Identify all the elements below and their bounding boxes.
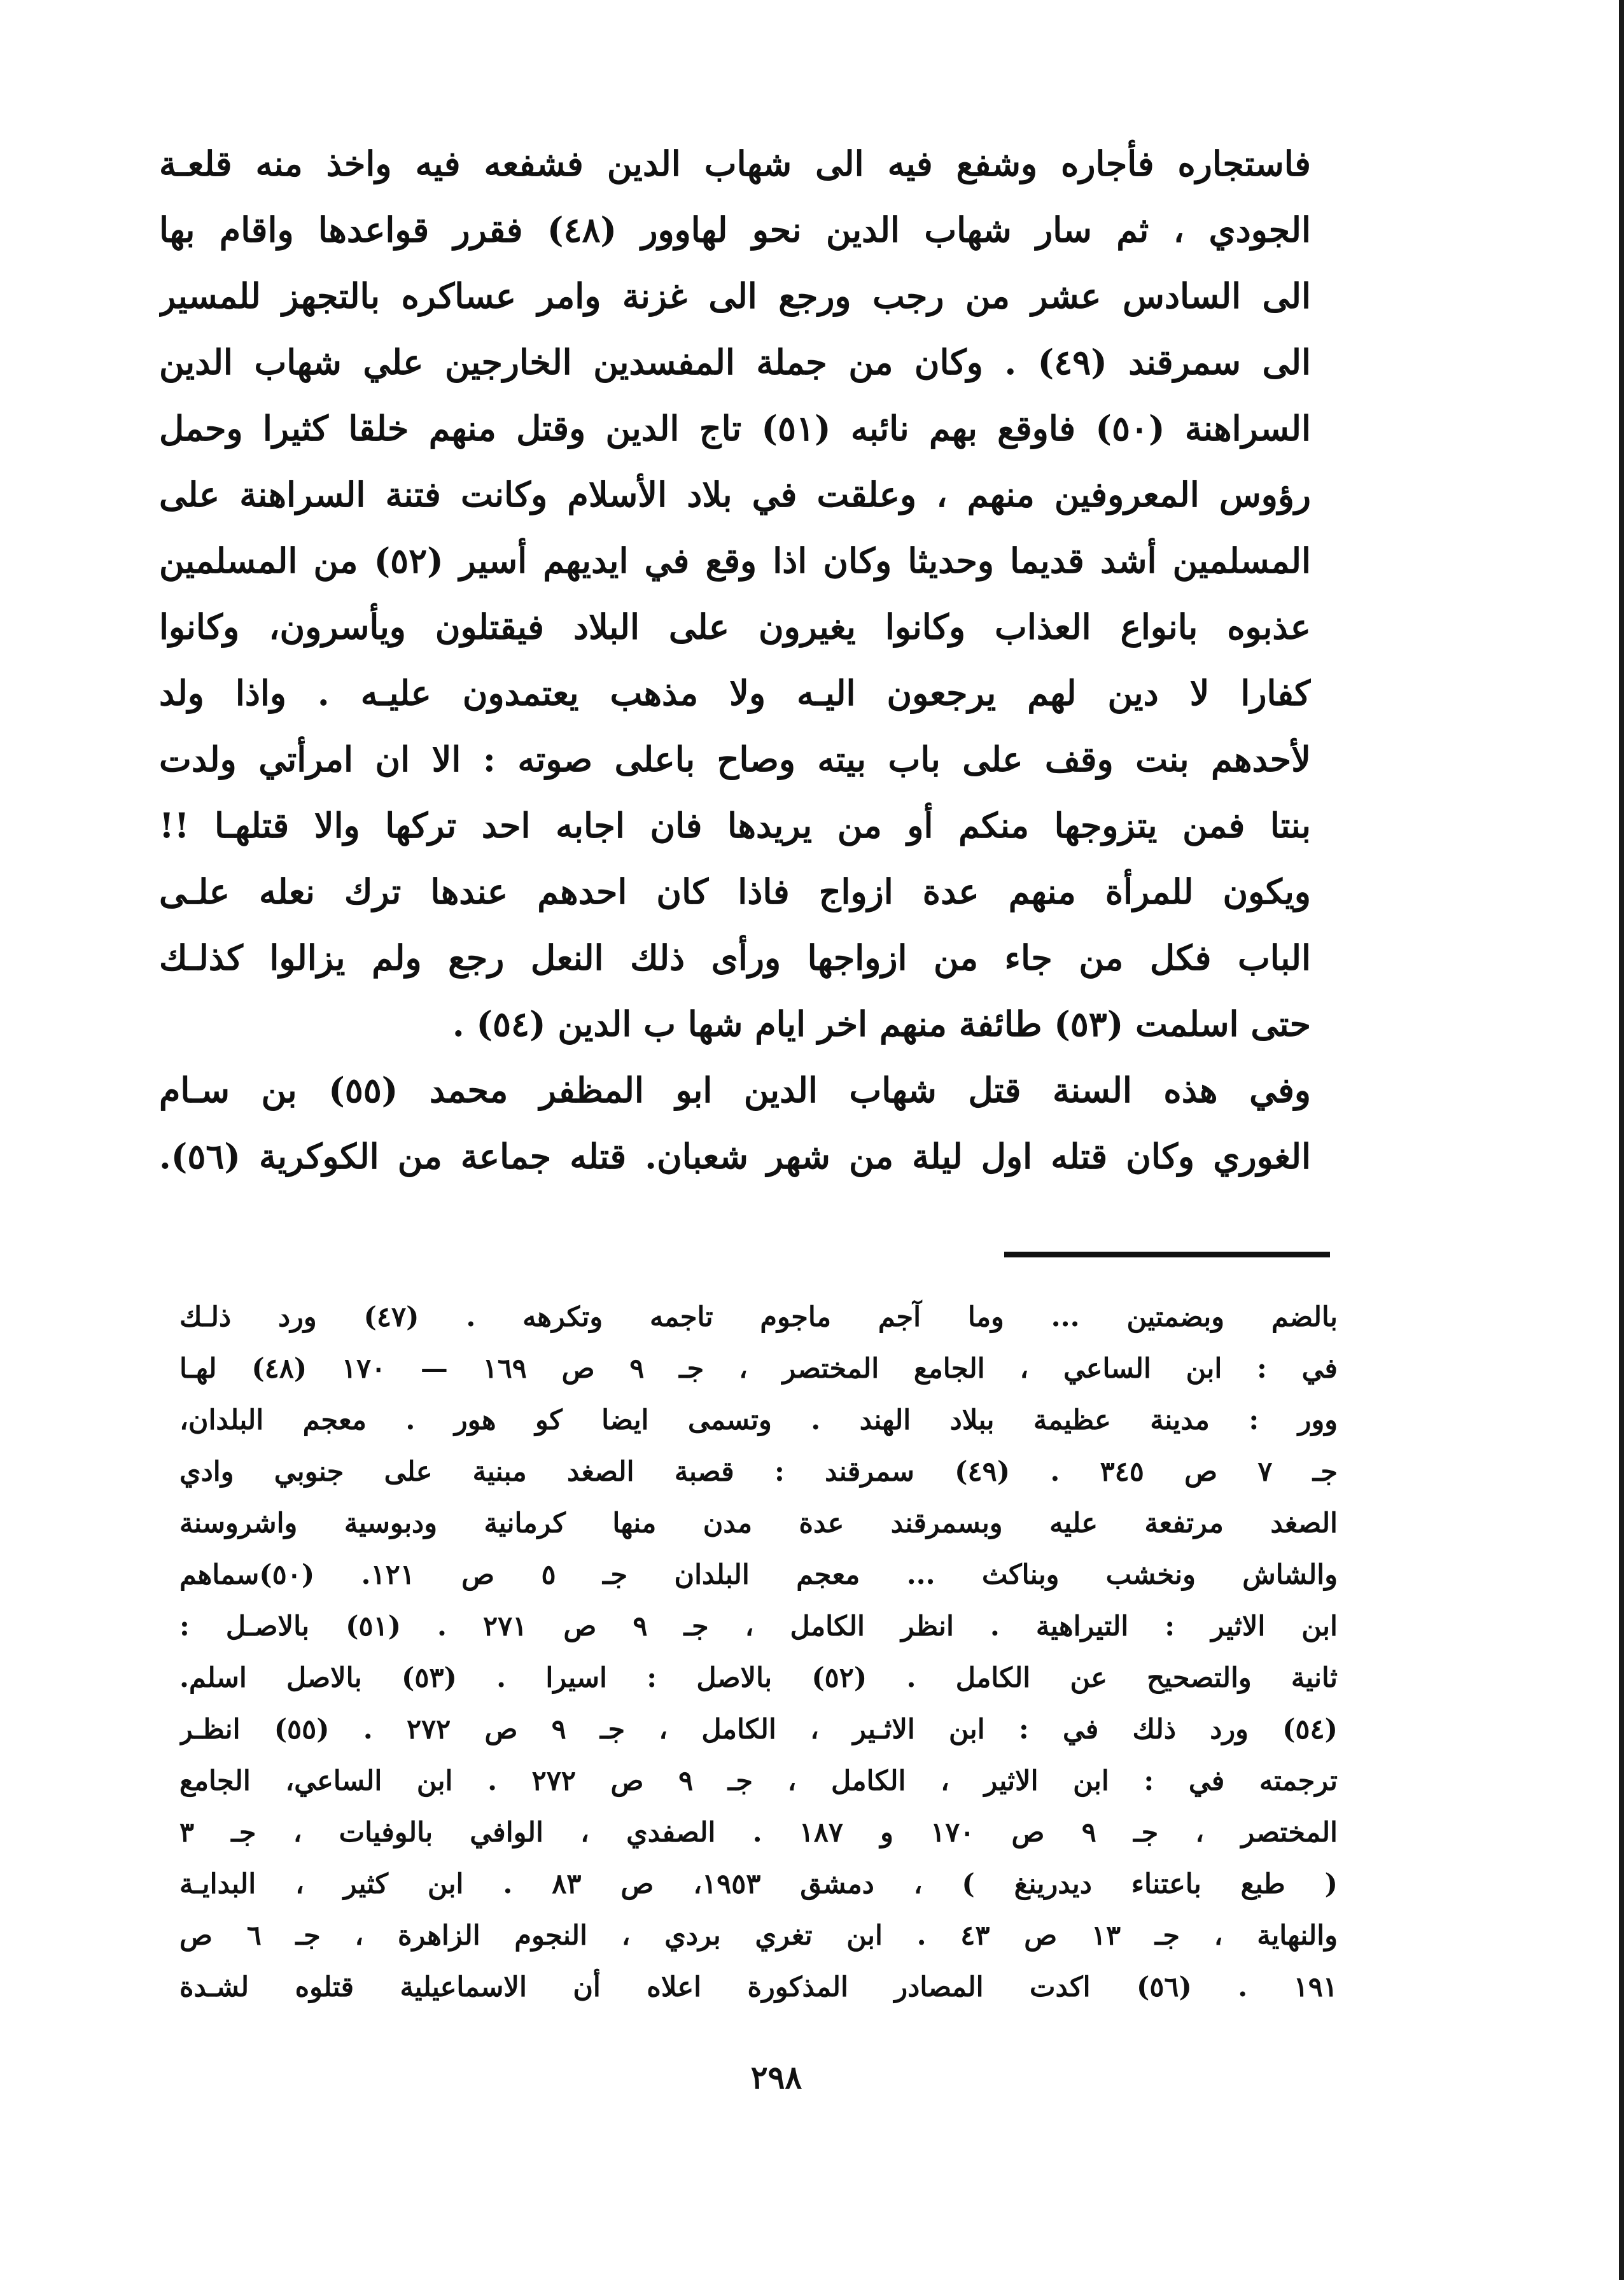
main-text-line: كفارا لا دين لهم يرجعون اليـه ولا مذهب يعتمدون عليـه . واذا ولد — [159, 673, 1311, 713]
main-text-line: الغوري وكان قتله اول ليلة من شهر شعبان. قتله جماعة من الكوكرية (٥٦). — [159, 1136, 1311, 1177]
page-number: ٢٩٨ — [750, 2059, 802, 2096]
footnote-line: الصغد مرتفعة عليه وبسمرقند عدة مدن منها كرمانية ودبوسية واشروسنة — [179, 1507, 1338, 1539]
main-text-line: رؤوس المعروفين منهم ، وعلقت في بلاد الأسلام وكانت فتنة السراهنة على — [159, 474, 1311, 515]
footnote-line: بالضم وبضمتين ... وما آجم ماجوم تاجمه وتكرهه . (٤٧) ورد ذلـك — [179, 1301, 1338, 1333]
footnote-line: جـ ٧ ص ٣٤٥ . (٤٩) سمرقند : قصبة الصغد مبنية على جنوبي وادي — [179, 1456, 1338, 1488]
footnote-line: ابن الاثير : التيراهية . انظر الكامل ، جـ ٩ ص ٢٧١ . (٥١) بالاصـل : — [179, 1611, 1338, 1642]
main-text-body — [159, 130, 1311, 1189]
footnote-line: المختصر ، جـ ٩ ص ١٧٠ و ١٨٧ . الصفدي ، الوافي بالوفيات ، جـ ٣ — [179, 1817, 1338, 1849]
main-text-line: الى سمرقند (٤٩) . وكان من جملة المفسدين الخارجين علي شهاب الدين — [159, 342, 1311, 382]
main-text-line: لأحدهم بنت وقف على باب بيته وصاح باعلى صوته : الا ان امرأتي ولدت — [159, 739, 1311, 780]
footnote-line: ترجمته في : ابن الاثير ، الكامل ، جـ ٩ ص ٢٧٢ . ابن الساعي، الجامع — [179, 1765, 1338, 1797]
footnotes — [179, 1292, 1338, 2013]
main-text-line: حتى اسلمت (٥٣) طائفة منهم اخر ايام شها ب الدين (٥٤) . — [452, 1004, 1311, 1044]
main-text-line: عذبوه بانواع العذاب وكانوا يغيرون على البلاد فيقتلون ويأسرون، وكانوا — [159, 606, 1311, 647]
main-text-line: فاستجاره فأجاره وشفع فيه الى شهاب الدين فشفعه فيه واخذ منه قلعـة — [159, 143, 1311, 184]
main-text-line: ويكون للمرأة منهم عدة ازواج فاذا كان احدهم عندها ترك نعله علـى — [159, 871, 1311, 912]
footnote-line: والنهاية ، جـ ١٣ ص ٤٣ . ابن تغري بردي ، النجوم الزاهرة ، جـ ٦ ص — [179, 1920, 1338, 1952]
footnote-line: في : ابن الساعي ، الجامع المختصر ، جـ ٩ ص ١٦٩ — ١٧٠ (٤٨) لهـا — [179, 1353, 1338, 1385]
main-text-line: بنتا فمن يتزوجها منكم أو من يريدها فان اجابه احد تركها والا قتلهـا !! — [159, 805, 1311, 846]
main-text-line: الجودي ، ثم سار شهاب الدين نحو لهاوور (٤٨) فقرر قواعدها واقام بها — [159, 209, 1311, 250]
footnote-separator — [1004, 1252, 1330, 1257]
footnote-line: (٥٤) ورد ذلك في : ابن الاثـير ، الكامل ، جـ ٩ ص ٢٧٢ . (٥٥) انظـر — [179, 1714, 1338, 1745]
main-text-line: المسلمين أشد قديما وحديثا وكان اذا وقع في ايديهم أسير (٥٢) من المسلمين — [159, 540, 1311, 581]
main-text-line: السراهنة (٥٠) فاوقع بهم نائبه (٥١) تاج الدين وقتل منهم خلقا كثيرا وحمل — [159, 408, 1311, 449]
footnote-line: ( طبع باعتناء ديدرينغ ) ، دمشق ١٩٥٣، ص ٨٣ . ابن كثير ، البدايـة — [179, 1868, 1338, 1900]
page-edge — [1619, 0, 1624, 2280]
footnote-line: وور : مدينة عظيمة ببلاد الهند . وتسمى ايضا كو هور . معجم البلدان، — [179, 1404, 1338, 1436]
main-text-line: الى السادس عشر من رجب ورجع الى غزنة وامر عساكره بالتجهز للمسير — [159, 276, 1311, 316]
footnote-line: ثانية والتصحيح عن الكامل . (٥٢) بالاصل : اسيرا . (٥٣) بالاصل اسلم. — [179, 1662, 1338, 1694]
main-text-line: الباب فكل من جاء من ازواجها ورأى ذلك النعل رجع ولم يزالوا كذلـك — [159, 937, 1311, 978]
footnote-line: ١٩١ . (٥٦) اكدت المصادر المذكورة اعلاه أن الاسماعيلية قتلوه لشـدة — [179, 1971, 1338, 2003]
main-text-line: وفي هذه السنة قتل شهاب الدين ابو المظفر محمد (٥٥) بن سـام — [159, 1070, 1311, 1110]
footnote-line: والشاش ونخشب وبناكث ... معجم البلدان جـ ٥ ص ١٢١. (٥٠)سماهم — [179, 1559, 1338, 1591]
